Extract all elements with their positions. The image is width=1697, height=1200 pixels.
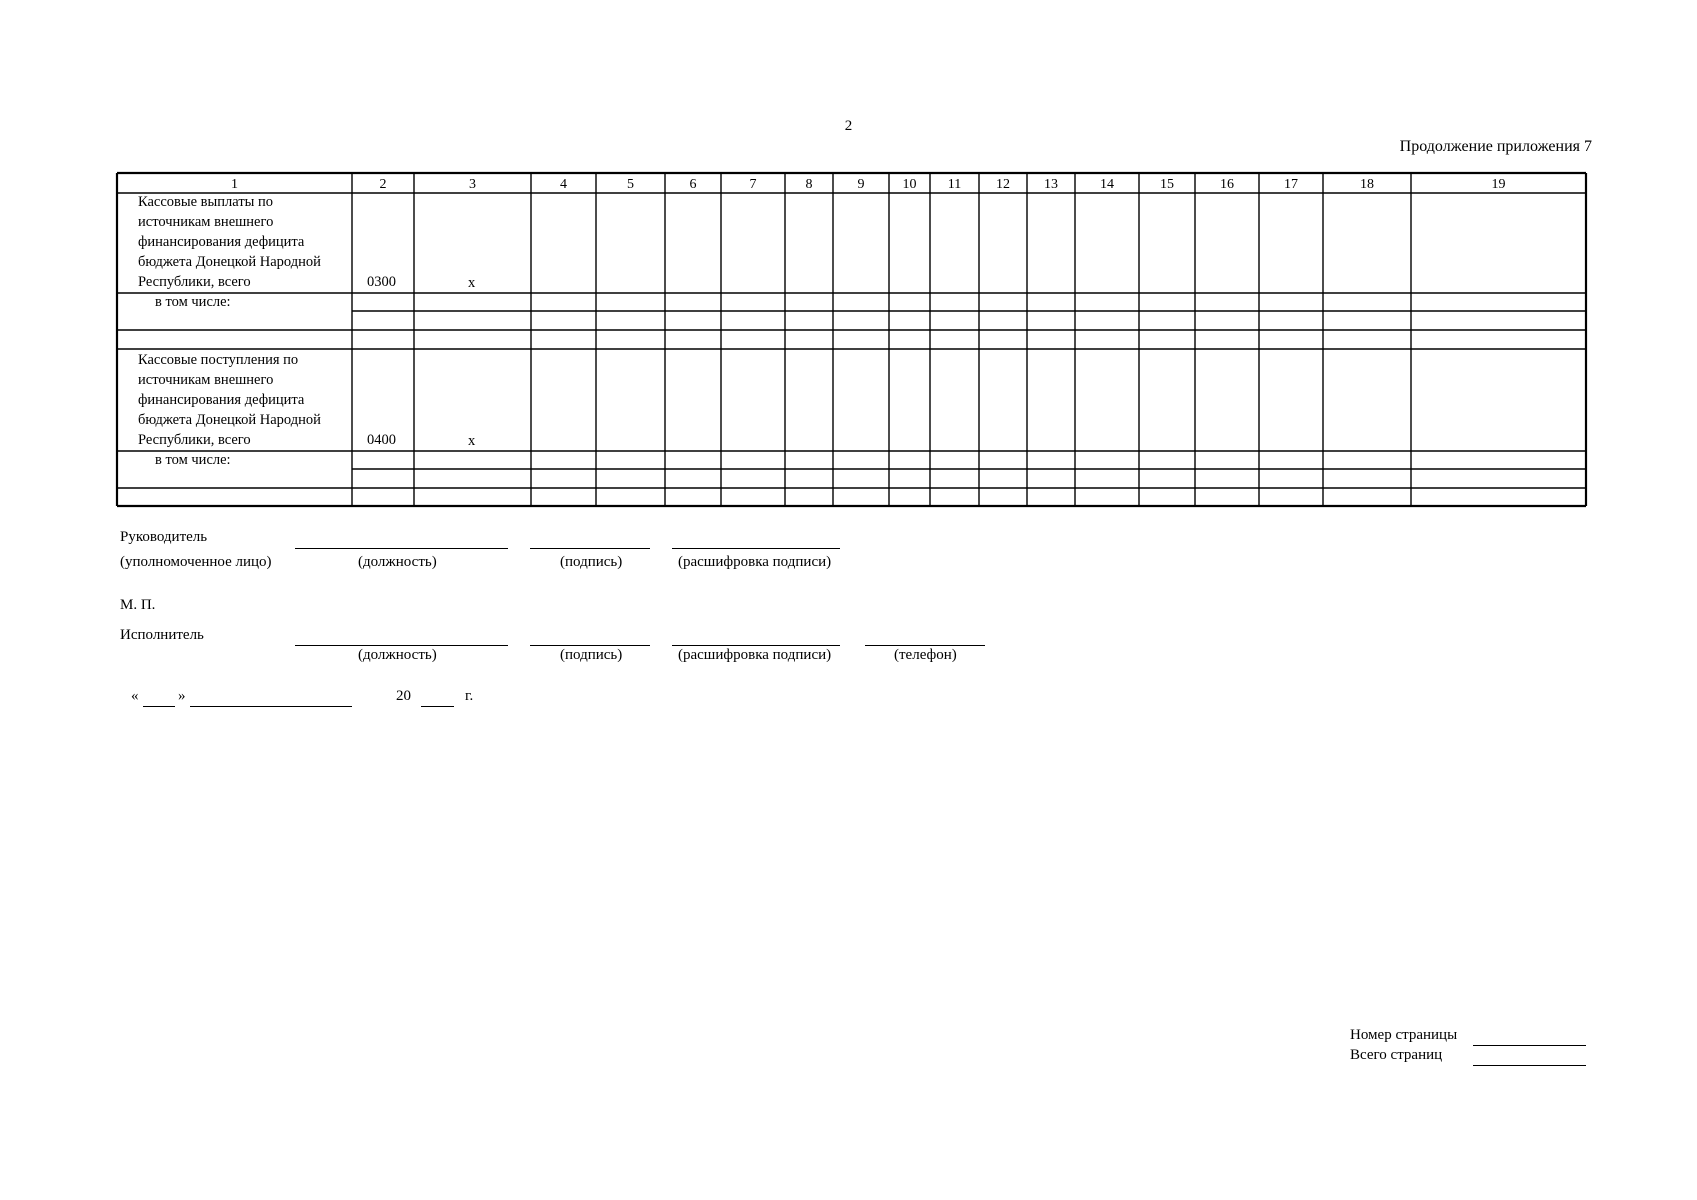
executor-label: Исполнитель [120, 627, 204, 643]
column-number-header: 19 [1491, 177, 1506, 192]
row-name-line: источникам внешнего [138, 214, 274, 230]
row-name-line: бюджета Донецкой Народной [138, 412, 321, 428]
head-label: Руководитель [120, 529, 208, 545]
date-month-line[interactable] [190, 706, 352, 707]
column-number-header: 13 [1044, 177, 1058, 192]
column-number-header: 4 [560, 177, 567, 192]
date-year-line[interactable] [421, 706, 454, 707]
date-close-quote: » [178, 688, 186, 704]
column-number-header: 16 [1220, 177, 1234, 192]
stamp-label: М. П. [120, 597, 156, 613]
date-day-line[interactable] [143, 706, 175, 707]
column-number-header: 14 [1100, 177, 1114, 192]
head-signature-caption: (подпись) [560, 554, 623, 570]
page-number: 2 [844, 118, 853, 134]
row-name-line: источникам внешнего [138, 372, 274, 388]
column-number-header: 2 [379, 177, 387, 192]
date-year-suffix: г. [465, 688, 474, 704]
executor-position-line[interactable] [295, 645, 508, 646]
executor-phone-line[interactable] [865, 645, 985, 646]
column-number-header: 8 [805, 177, 813, 192]
row-col3-payments: x [468, 275, 476, 291]
column-number-header: 15 [1160, 177, 1174, 192]
row-name-line: бюджета Донецкой Народной [138, 254, 321, 270]
column-number-header: 11 [947, 177, 962, 192]
head-sublabel: (уполномоченное лицо) [120, 554, 272, 570]
column-number-header: 1 [231, 177, 238, 192]
column-number-header: 7 [749, 177, 757, 192]
executor-decoding-line[interactable] [672, 645, 840, 646]
column-number-header: 5 [627, 177, 634, 192]
head-position-caption: (должность) [358, 554, 437, 570]
column-number-header: 9 [857, 177, 865, 192]
date-year-prefix: 20 [396, 688, 411, 704]
page-number-label: Номер страницы [1350, 1027, 1458, 1043]
head-decoding-line[interactable] [672, 548, 840, 549]
head-signature-line[interactable] [530, 548, 650, 549]
row-name-payments [138, 192, 321, 292]
date-open-quote: « [131, 688, 139, 704]
row-name-line: Кассовые выплаты по [138, 194, 274, 210]
row-name-line: финансирования дефицита [138, 234, 305, 250]
column-number-header: 12 [996, 177, 1010, 192]
row-name-receipts [138, 350, 321, 450]
row-name-line: финансирования дефицита [138, 392, 305, 408]
head-decoding-caption: (расшифровка подписи) [678, 554, 832, 570]
row-col3-receipts: x [468, 433, 476, 449]
head-position-line[interactable] [295, 548, 508, 549]
executor-position-caption: (должность) [358, 647, 437, 663]
executor-signature-caption: (подпись) [560, 647, 623, 663]
row-sublabel-receipts: в том числе: [155, 452, 231, 468]
row-code-receipts: 0400 [367, 432, 396, 448]
row-name-line: Республики, всего [138, 432, 251, 448]
row-sublabel-payments: в том числе: [155, 294, 231, 310]
total-pages-label: Всего страниц [1350, 1047, 1443, 1063]
row-name-line: Республики, всего [138, 274, 251, 290]
executor-phone-caption: (телефон) [894, 647, 957, 663]
executor-decoding-caption: (расшифровка подписи) [678, 647, 832, 663]
executor-signature-line[interactable] [530, 645, 650, 646]
total-pages-line[interactable] [1473, 1065, 1586, 1066]
page-number-line[interactable] [1473, 1045, 1586, 1046]
row-code-payments: 0300 [367, 274, 396, 290]
column-number-header: 18 [1360, 177, 1374, 192]
column-number-header: 6 [689, 177, 697, 192]
appendix-continuation: Продолжение приложения 7 [1399, 138, 1592, 155]
column-number-header: 10 [902, 177, 917, 192]
column-number-header: 17 [1284, 177, 1298, 192]
row-name-line: Кассовые поступления по [138, 352, 299, 368]
column-number-header: 3 [469, 177, 476, 192]
